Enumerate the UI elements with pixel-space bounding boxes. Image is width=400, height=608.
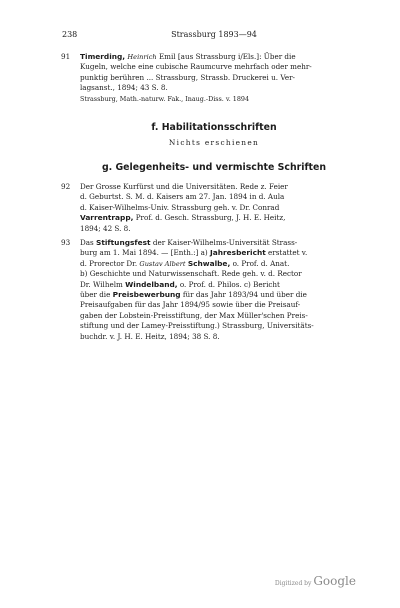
author-given: Gustav Albert [139,259,186,268]
entry-line [80,259,368,269]
keyword: Stiftungsfest [96,238,151,247]
entry-line: Preisaufgaben für das Jahr 1894/95 sowie über die Preisauf- [80,300,301,310]
digitized-by-watermark [275,574,356,588]
section-f-title: f. Habilitationsschriften [151,122,277,133]
entry-text: über die [80,290,111,300]
author-given: Heinrich [127,53,157,61]
entry-text: d. Prorector Dr. [80,258,138,268]
entry-line: buchdr. v. J. H. E. Heitz, 1894; 38 S. 8. [80,331,220,341]
entry-text: erstattet v. [268,248,308,258]
entry-93 [61,238,368,342]
entry-text: burg am 1. Mai 1894. — [Enth.:] a) [80,248,208,258]
entry-text: o. Prof. d. Anat. [232,258,290,268]
running-title: Strassburg 1893—94 [171,30,257,39]
entry-line [80,213,368,223]
entry-line [80,248,368,258]
entry-91 [61,52,368,104]
author-surname: Timerding, [80,52,126,61]
entry-text: Das [80,238,94,247]
author-surname: Schwalbe, [187,258,231,268]
entry-number: 92 [61,182,71,191]
entry-line: punktig berühren ... Strassburg, Strassb. Druckerei u. Ver- [80,72,295,82]
entry-line: Der Grosse Kurfürst und die Universitäten. Rede z. Feier [80,182,288,191]
entry-text: für das Jahr 1893/94 und über die [182,290,307,300]
entry-92 [61,182,368,234]
entry-text: o. Prof. d. Philos. c) Bericht [179,279,280,289]
entry-line [80,280,368,290]
entry-line: 1894; 42 S. 8. [80,223,131,233]
keyword: Preisbewerbung [112,290,181,300]
running-header [62,30,366,42]
author-surname: Windelband, [125,279,178,289]
entry-note: Strassburg, Math.-naturw. Fak., Inaug.-Diss. v. 1894 [80,94,250,103]
section-g-title: g. Gelegenheits- und vermischte Schriften [101,162,327,173]
entry-text: Dr. Wilhelm [80,279,123,289]
entry-text: Emil [aus Strassburg i/Els.]: Über die [158,52,296,61]
entry-line: gaben der Lobstein-Preisstiftung, der Max Müller'schen Preis- [80,310,308,320]
entry-text: Prof. d. Gesch. Strassburg, J. H. E. Heitz, [135,213,286,223]
entry-line: d. Kaiser-Wilhelms-Univ. Strassburg geh. v. Dr. Conrad [80,202,280,212]
section-f-subtitle: Nichts erschienen [168,138,260,147]
author-surname: Varrentrapp, [80,213,134,223]
entry-line [80,238,368,248]
entry-line [80,290,368,300]
entry-line: d. Geburtst. S. M. d. Kaisers am 27. Jan. 1894 in d. Aula [80,192,285,202]
entry-text: der Kaiser-Wilhelms-Universität Strass- [152,238,298,247]
entry-number: 91 [61,52,71,61]
entry-line: b) Geschichte und Naturwissenschaft. Rede geh. v. d. Rector [80,269,302,279]
entry-line: stiftung und der Lamey-Preisstiftung.) Strassburg, Universitäts- [80,321,314,331]
entry-line: lagsanst., 1894; 43 S. 8. [80,83,168,93]
google-logo: Google [313,574,356,588]
entry-line: Kugeln, welche eine cubische Raumcurve mehrfach oder mehr- [80,62,312,72]
keyword: Jahresbericht [210,248,266,258]
page-number: 238 [62,30,78,39]
entry-line [80,52,368,62]
entry-number: 93 [61,238,71,247]
digitized-by-text: Digitized by [274,580,312,587]
